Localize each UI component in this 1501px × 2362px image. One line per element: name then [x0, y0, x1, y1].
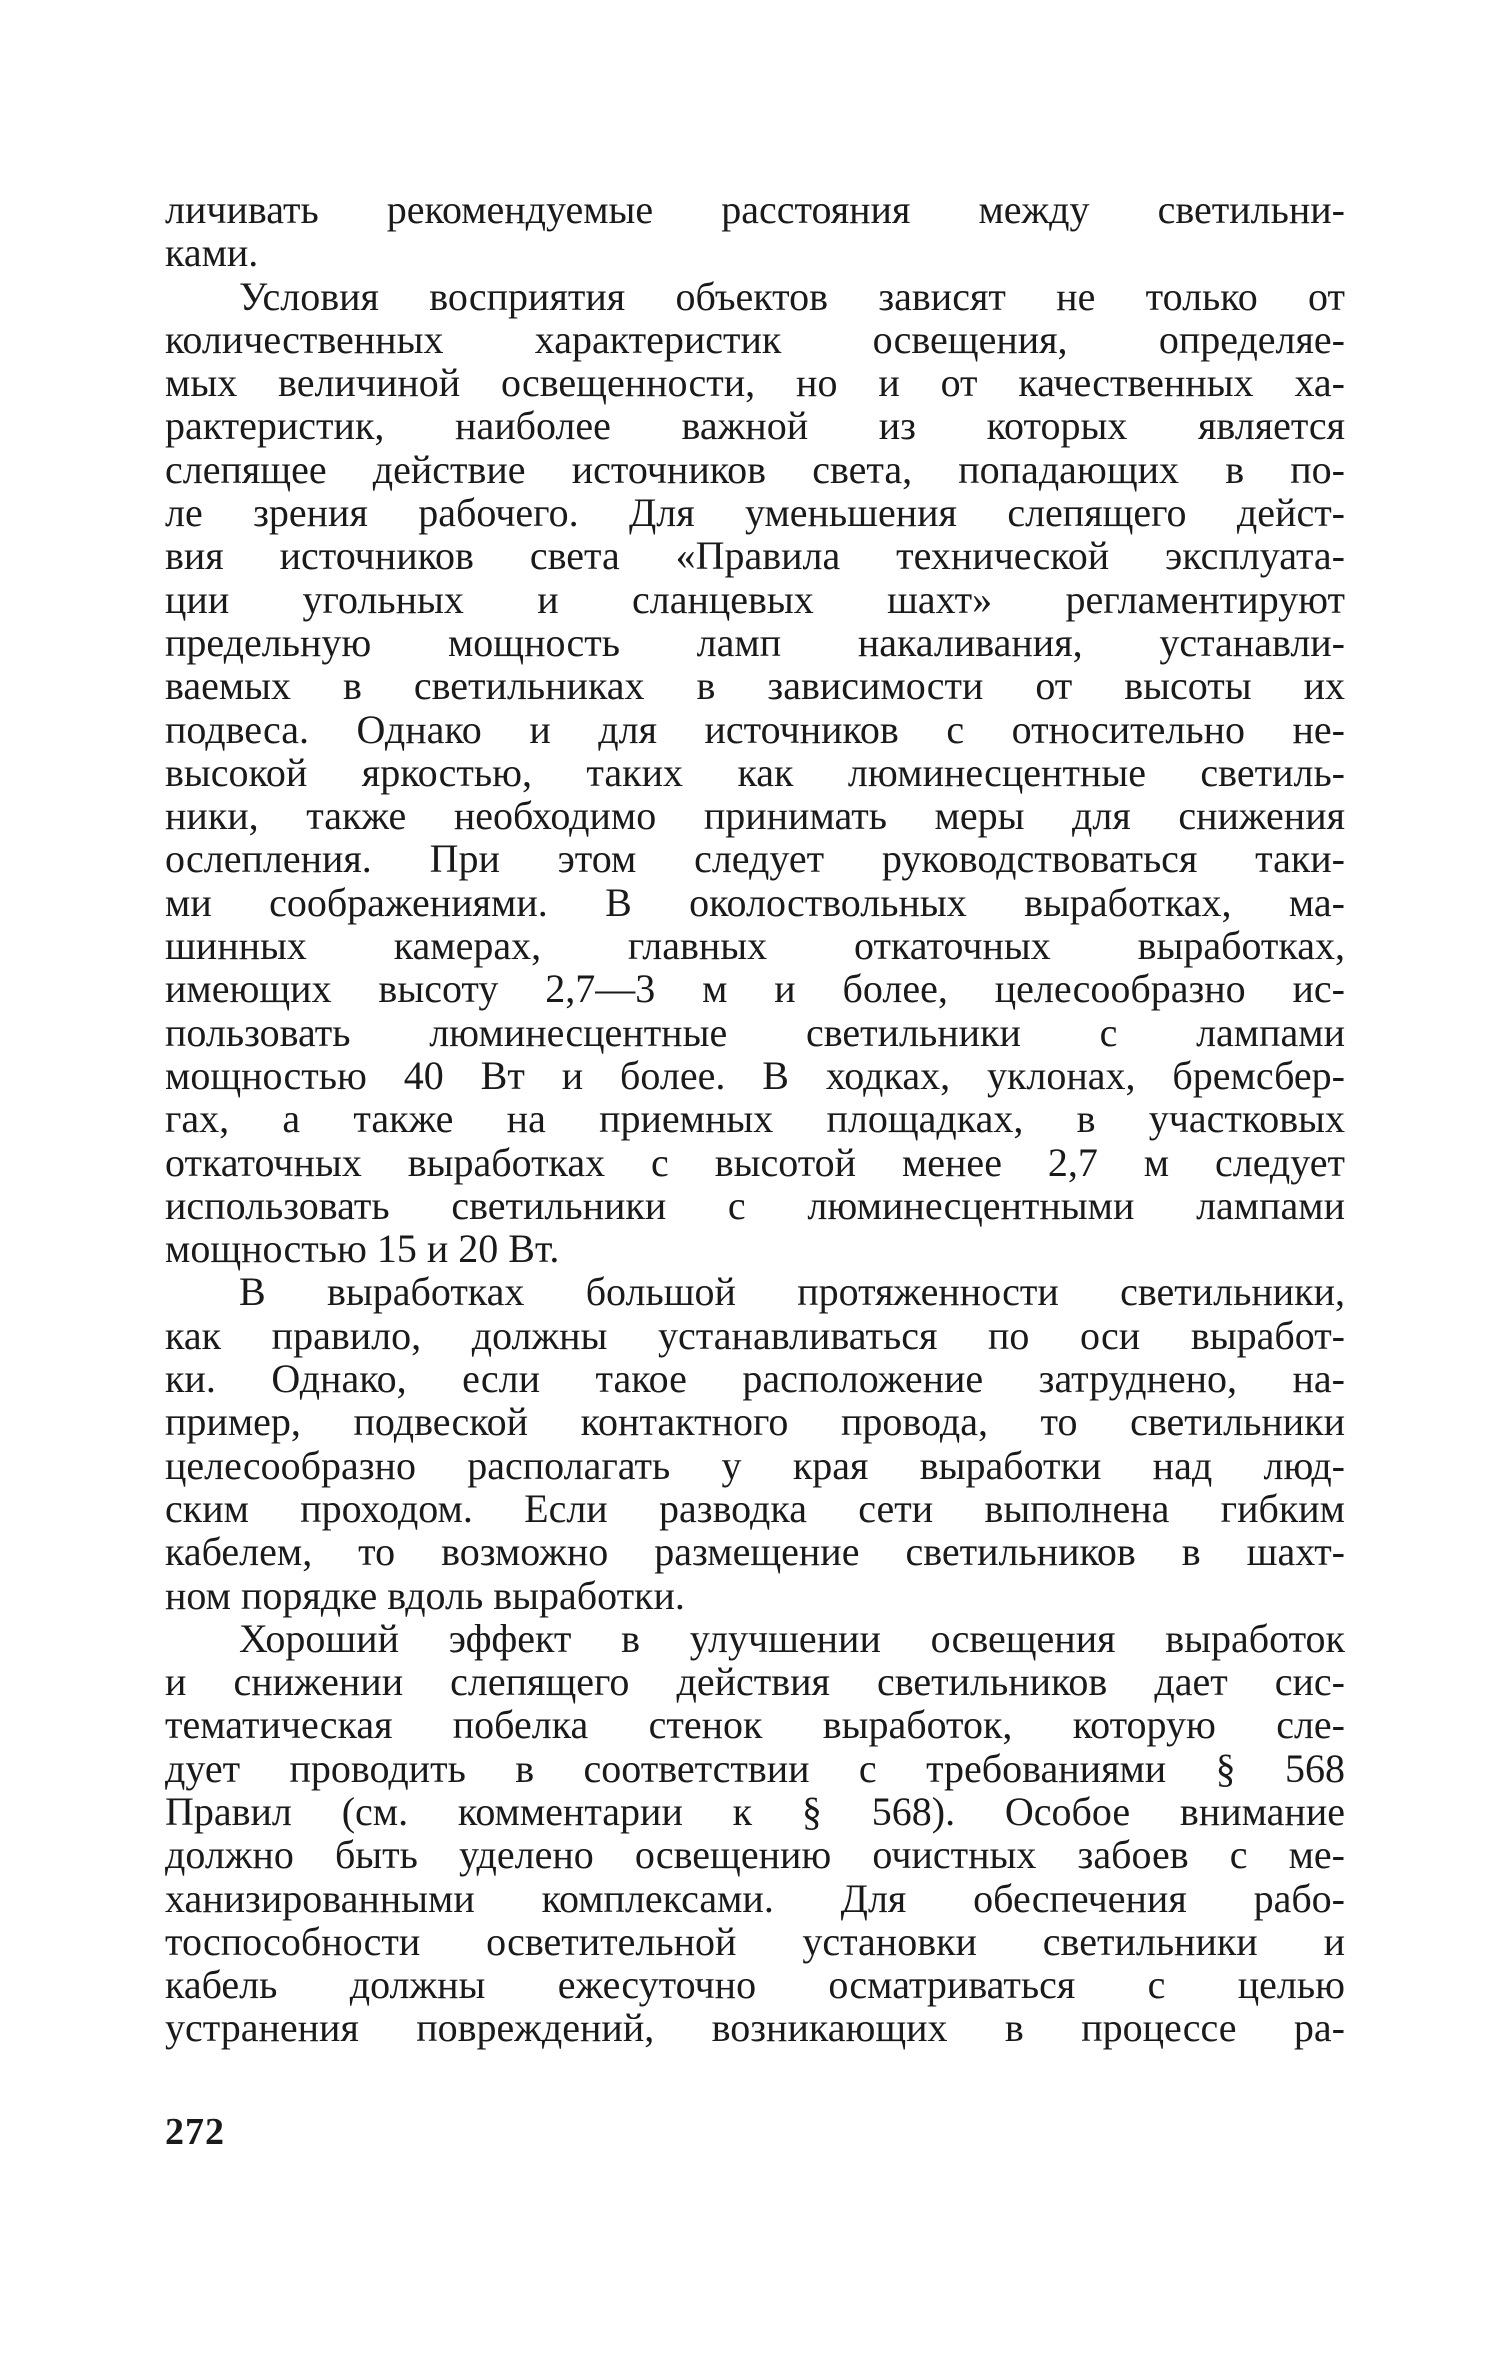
- text-line: имеющих высоту 2,7—3 м и более, целесообразно ис-: [165, 966, 1345, 1012]
- text-line: личивать рекомендуемые расстояния между светильни-: [165, 187, 1345, 232]
- paragraph: [165, 1617, 1345, 2050]
- text-line: ции угольных и сланцевых шахт» регламентируют: [165, 576, 1345, 622]
- paragraph: [165, 275, 1345, 1271]
- text-line: должно быть уделено освещению очистных забоев с ме-: [165, 1832, 1345, 1878]
- text-line: кабелем, то возможно размещение светильников в шахт-: [165, 1529, 1345, 1575]
- text-line: как правило, должны устанавливаться по оси выработ-: [165, 1312, 1345, 1358]
- text-line: использовать светильники с люминесцентными лампами: [165, 1182, 1345, 1228]
- text-line: мощностью 15 и 20 Вт.: [165, 1226, 560, 1272]
- text-line: ми соображениями. В околоствольных выработках, ма-: [165, 879, 1345, 925]
- body-text: [165, 188, 1345, 2050]
- text-line: тематическая побелка стенок выработок, которую сле-: [165, 1702, 1345, 1748]
- text-line: Правил (см. комментарии к § 568). Особое внимание: [165, 1788, 1345, 1834]
- text-line: Хороший эффект в улучшении освещения выработок: [239, 1615, 1345, 1661]
- text-line: тоспособности осветительной установки светильники и: [165, 1918, 1345, 1964]
- text-line: шинных камерах, главных откаточных выработках,: [165, 923, 1345, 969]
- text-line: пример, подвеской контактного провода, то светильники: [165, 1399, 1345, 1445]
- text-line: ле зрения рабочего. Для уменьшения слепящего дейст-: [165, 490, 1345, 536]
- text-line: целесообразно располагать у края выработки над люд-: [165, 1442, 1345, 1488]
- paragraph: [165, 188, 1345, 275]
- text-line: ослепления. При этом следует руководствоваться таки-: [165, 836, 1345, 882]
- text-line: пользовать люминесцентные светильники с лампами: [165, 1009, 1345, 1055]
- text-line: В выработках большой протяженности светильники,: [239, 1269, 1345, 1315]
- text-line: устранения повреждений, возникающих в процессе ра-: [165, 2005, 1345, 2051]
- text-line: ники, также необходимо принимать меры для снижения: [165, 793, 1345, 839]
- text-line: и снижении слепящего действия светильников дает сис-: [165, 1659, 1345, 1705]
- text-line: мых величиной освещенности, но и от качественных ха-: [165, 360, 1345, 406]
- text-line: предельную мощность ламп накаливания, устанавли-: [165, 619, 1345, 665]
- text-line: дует проводить в соответствии с требованиями § 568: [165, 1745, 1345, 1791]
- text-line: слепящее действие источников света, попадающих в по-: [165, 446, 1345, 492]
- text-line: ном порядке вдоль выработки.: [165, 1572, 685, 1618]
- text-line: ваемых в светильниках в зависимости от высоты их: [165, 663, 1345, 709]
- text-line: вия источников света «Правила технической эксплуата-: [165, 533, 1345, 579]
- text-line: ками.: [165, 230, 259, 276]
- text-line: ским проходом. Если разводка сети выполнена гибким: [165, 1485, 1345, 1531]
- text-line: высокой яркостью, таких как люминесцентные светиль-: [165, 749, 1345, 795]
- text-line: Условия восприятия объектов зависят не только от: [239, 273, 1345, 319]
- page-number: 272: [165, 2111, 225, 2153]
- text-line: откаточных выработках с высотой менее 2,7 м следует: [165, 1139, 1345, 1185]
- text-line: гах, а также на приемных площадках, в участковых: [165, 1096, 1345, 1142]
- text-line: рактеристик, наиболее важной из которых является: [165, 403, 1345, 449]
- text-line: количественных характеристик освещения, определяе-: [165, 316, 1345, 362]
- text-line: мощностью 40 Вт и более. В ходках, уклонах, бремсбер-: [165, 1052, 1345, 1098]
- text-line: ханизированными комплексами. Для обеспечения рабо-: [165, 1875, 1345, 1921]
- text-line: подвеса. Однако и для источников с относительно не-: [165, 706, 1345, 752]
- paragraph: [165, 1270, 1345, 1616]
- text-line: кабель должны ежесуточно осматриваться с целью: [165, 1962, 1345, 2008]
- text-line: ки. Однако, если такое расположение затруднено, на-: [165, 1356, 1345, 1402]
